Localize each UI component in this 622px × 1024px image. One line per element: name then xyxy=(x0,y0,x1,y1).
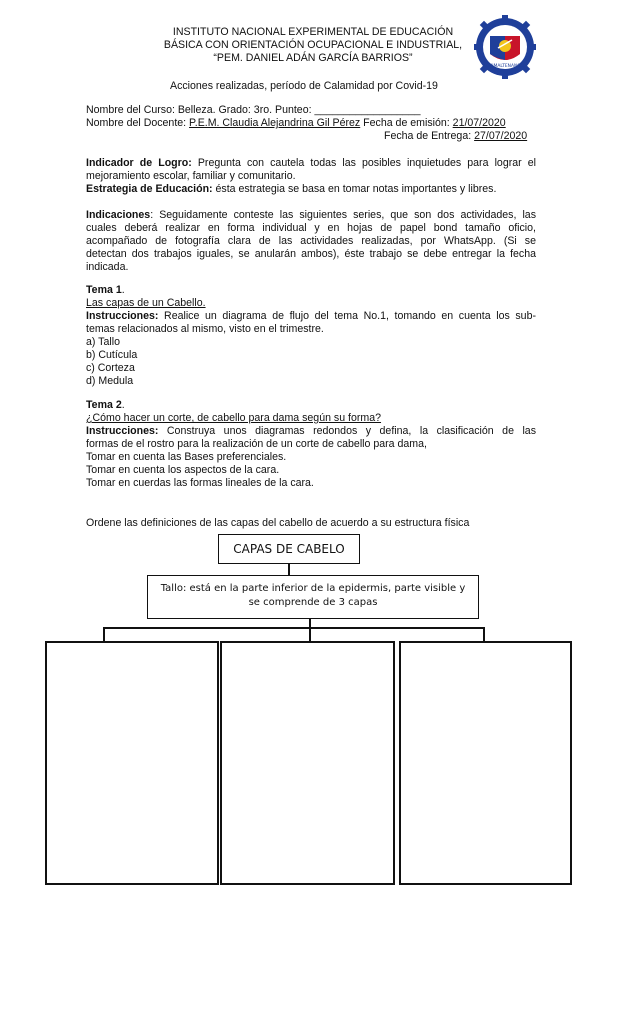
tema1-instructions-line-1 xyxy=(86,310,536,323)
connector-title-to-tallo xyxy=(288,564,290,575)
indicator-text: Pregunta con cautela todas las posibles inquietudes para lograr el xyxy=(191,157,536,169)
tema1-instructions-label: Instrucciones: xyxy=(86,310,159,322)
teacher-line xyxy=(86,117,506,130)
course-label: Nombre del Curso: Belleza. Grado: 3ro. Punteo: xyxy=(86,104,312,116)
instructions-line-4: detectan dos trabajos iguales, se anularán ambos), éste trabajo se debe entregar la fecha xyxy=(86,248,536,260)
tema1-subtitle: Las capas de un Cabello. xyxy=(86,297,206,309)
tema2-instructions-line-2: formas de el rostro para la realización de un corte de cabello para dama, xyxy=(86,438,427,450)
score-blank: __________________ xyxy=(314,104,421,116)
tema2-instructions-text: Construya unos diagramas redondos y defina, la clasificación de las xyxy=(158,425,536,437)
school-name-line-2: BÁSICA CON ORIENTACIÓN OCUPACIONAL E INDUSTRIAL, xyxy=(163,39,463,51)
indicator-label: Indicador de Logro: xyxy=(86,157,192,169)
delivery-label: Fecha de Entrega: xyxy=(384,130,475,142)
tema1-instructions-text: Realice un diagrama de flujo del tema No.1, tomando en cuenta los sub- xyxy=(158,310,536,322)
tallo-line-2: se comprende de 3 capas xyxy=(248,597,378,608)
diagram-prompt: Ordene las definiciones de las capas del cabello de acuerdo a su estructura física xyxy=(86,517,470,529)
diagram-title: CAPAS DE CABELO xyxy=(233,542,345,556)
teacher-label: Nombre del Docente: xyxy=(86,117,190,129)
tema2-instructions-label: Instrucciones: xyxy=(86,425,159,437)
tema2-line-5: Tomar en cuerdas las formas lineales de la cara. xyxy=(86,477,314,489)
connector-horizontal-bar xyxy=(103,627,485,629)
tema2-title: Tema 2 xyxy=(86,399,122,411)
tema2-line-4: Tomar en cuenta los aspectos de la cara. xyxy=(86,464,280,476)
instructions-line-1 xyxy=(86,209,536,222)
logo-ring-text: CHIMALTENANGO xyxy=(485,64,525,69)
instructions-line-5: indicada. xyxy=(86,261,129,273)
tema1-item-a: a) Tallo xyxy=(86,336,120,348)
delivery-date: 27/07/2020 xyxy=(474,130,528,142)
school-logo xyxy=(474,14,536,80)
tema1-instructions-line-2: temas relacionados al mismo, visto en el trimestre. xyxy=(86,323,324,335)
instructions-line-3: acompañado de fotografía clara de las actividades realizadas, por WhatsApp. (Si se xyxy=(86,235,536,247)
tema1-title: Tema 1 xyxy=(86,284,122,296)
tema2-instructions-line-1 xyxy=(86,425,536,438)
indicator-line-1 xyxy=(86,157,536,170)
tema2-line-3: Tomar en cuenta las Bases preferenciales. xyxy=(86,451,287,463)
indicator-line-2: mejoramiento escolar, familiar y comunitario. xyxy=(86,170,296,182)
diagram-title-box xyxy=(218,534,360,564)
delivery-line xyxy=(384,130,527,143)
layer-box-left[interactable] xyxy=(45,641,219,885)
instructions-text: : Seguidamente conteste las siguientes series, que son dos actividades, las xyxy=(150,209,536,221)
teacher-name: P.E.M. Claudia Alejandrina Gil Pérez xyxy=(189,117,361,129)
school-name-line-1: INSTITUTO NACIONAL EXPERIMENTAL DE EDUCACIÓN xyxy=(172,26,454,38)
tema1-dot: . xyxy=(121,284,125,296)
connector-left-down xyxy=(103,627,105,641)
emission-date: 21/07/2020 xyxy=(452,117,506,129)
strategy-text: ésta estrategia se basa en tomar notas importantes y libres. xyxy=(212,183,497,195)
tema1-item-c: c) Corteza xyxy=(86,362,135,374)
tallo-line-1: Tallo: está en la parte inferior de la epidermis, parte visible y xyxy=(160,583,466,594)
tema2-subtitle: ¿Cómo hacer un corte, de cabello para dama según su forma? xyxy=(86,412,382,424)
strategy-line xyxy=(86,183,496,196)
tema1-item-b: b) Cutícula xyxy=(86,349,138,361)
tallo-box xyxy=(147,575,479,619)
layer-box-center[interactable] xyxy=(220,641,395,885)
tema1-item-d: d) Medula xyxy=(86,375,134,387)
connector-center-down xyxy=(309,627,311,641)
layer-box-right[interactable] xyxy=(399,641,572,885)
tema1-heading xyxy=(86,284,125,297)
connector-right-down xyxy=(483,627,485,641)
document-subtitle: Acciones realizadas, período de Calamidad por Covid-19 xyxy=(170,80,438,92)
tema2-dot: . xyxy=(121,399,125,411)
instructions-line-2: cuales deberá realizar en forma individual y en hojas de papel bond tamaño oficio, xyxy=(86,222,536,234)
course-line xyxy=(86,104,421,117)
tema2-heading xyxy=(86,399,125,412)
school-name-line-3: “PEM. DANIEL ADÁN GARCÍA BARRIOS” xyxy=(213,52,413,64)
strategy-label: Estrategia de Educación: xyxy=(86,183,213,195)
emission-label: Fecha de emisión: xyxy=(360,117,453,129)
instructions-label: Indicaciones xyxy=(86,209,151,221)
